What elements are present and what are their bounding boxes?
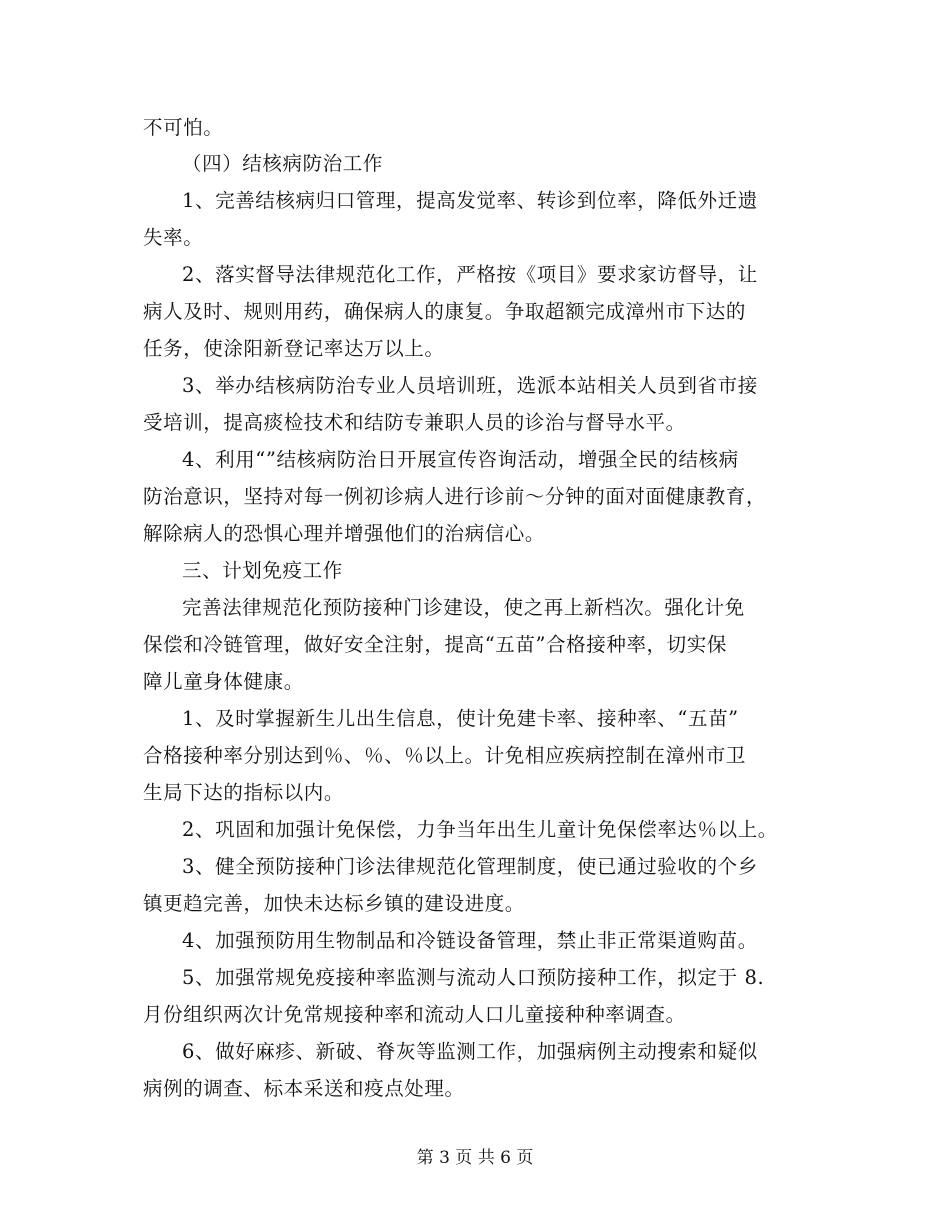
- text-line: 月份组织两次计免常规接种率和流动人口儿童接种种率调查。: [143, 1003, 686, 1026]
- text-line: 1、及时掌握新生儿出生信息，使计免建卡率、接种率、“五苗”: [182, 707, 739, 730]
- text-line: 3、健全预防接种门诊法律规范化管理制度，使已通过验收的个乡: [182, 855, 758, 878]
- section-heading: 三、计划免疫工作: [182, 559, 343, 582]
- text-line: 1、完善结核病归口管理，提高发觉率、转诊到位率，降低外迁遗: [182, 189, 758, 212]
- text-line: 4、加强预防用生物制品和冷链设备管理，禁止非正常渠道购苗。: [182, 929, 758, 952]
- text-line: 6、做好麻疹、新破、脊灰等监测工作，加强病例主动搜索和疑似: [182, 1040, 758, 1063]
- text-line: 防治意识，坚持对每一例初诊病人进行诊前～分钟的面对面健康教育，: [143, 485, 767, 508]
- text-line: 病例的调查、标本采送和疫点处理。: [143, 1077, 465, 1100]
- text-line: 镇更趋完善，加快未达标乡镇的建设进度。: [143, 892, 525, 915]
- text-line: 4、利用“”结核病防治日开展宣传咨询活动，增强全民的结核病: [182, 448, 739, 471]
- section-heading: （四）结核病防治工作: [182, 152, 384, 175]
- text-line: 障儿童身体健康。: [143, 670, 304, 693]
- text-line: 合格接种率分别达到％、％、％以上。计免相应疾病控制在漳州市卫: [143, 744, 747, 767]
- text-line: 病人及时、规则用药，确保病人的康复。争取超额完成漳州市下达的: [143, 300, 747, 323]
- text-line: 不可怕。: [143, 116, 224, 139]
- text-line: 生局下达的指标以内。: [143, 781, 345, 804]
- page-footer: 第 3 页 共 6 页: [416, 1148, 534, 1168]
- text-line: 保偿和冷链管理，做好安全注射，提高“五苗”合格接种率，切实保: [143, 633, 727, 656]
- text-line: 2、落实督导法律规范化工作，严格按《项目》要求家访督导，让: [182, 263, 758, 286]
- text-line: 3、举办结核病防治专业人员培训班，选派本站相关人员到省市接: [182, 374, 758, 397]
- text-line: 完善法律规范化预防接种门诊建设，使之再上新档次。强化计免: [182, 596, 745, 619]
- text-line: 任务，使涂阳新登记率达万以上。: [143, 337, 445, 360]
- text-line: 受培训，提高痰检技术和结防专兼职人员的诊治与督导水平。: [143, 411, 686, 434]
- text-line: 5、加强常规免疫接种率监测与流动人口预防接种工作，拟定于 8.: [182, 966, 765, 989]
- text-line: 失率。: [143, 226, 204, 249]
- text-line: 解除病人的恐惧心理并增强他们的治病信心。: [143, 522, 546, 545]
- text-line: 2、巩固和加强计免保偿，力争当年出生儿童计免保偿率达％以上。: [182, 818, 778, 841]
